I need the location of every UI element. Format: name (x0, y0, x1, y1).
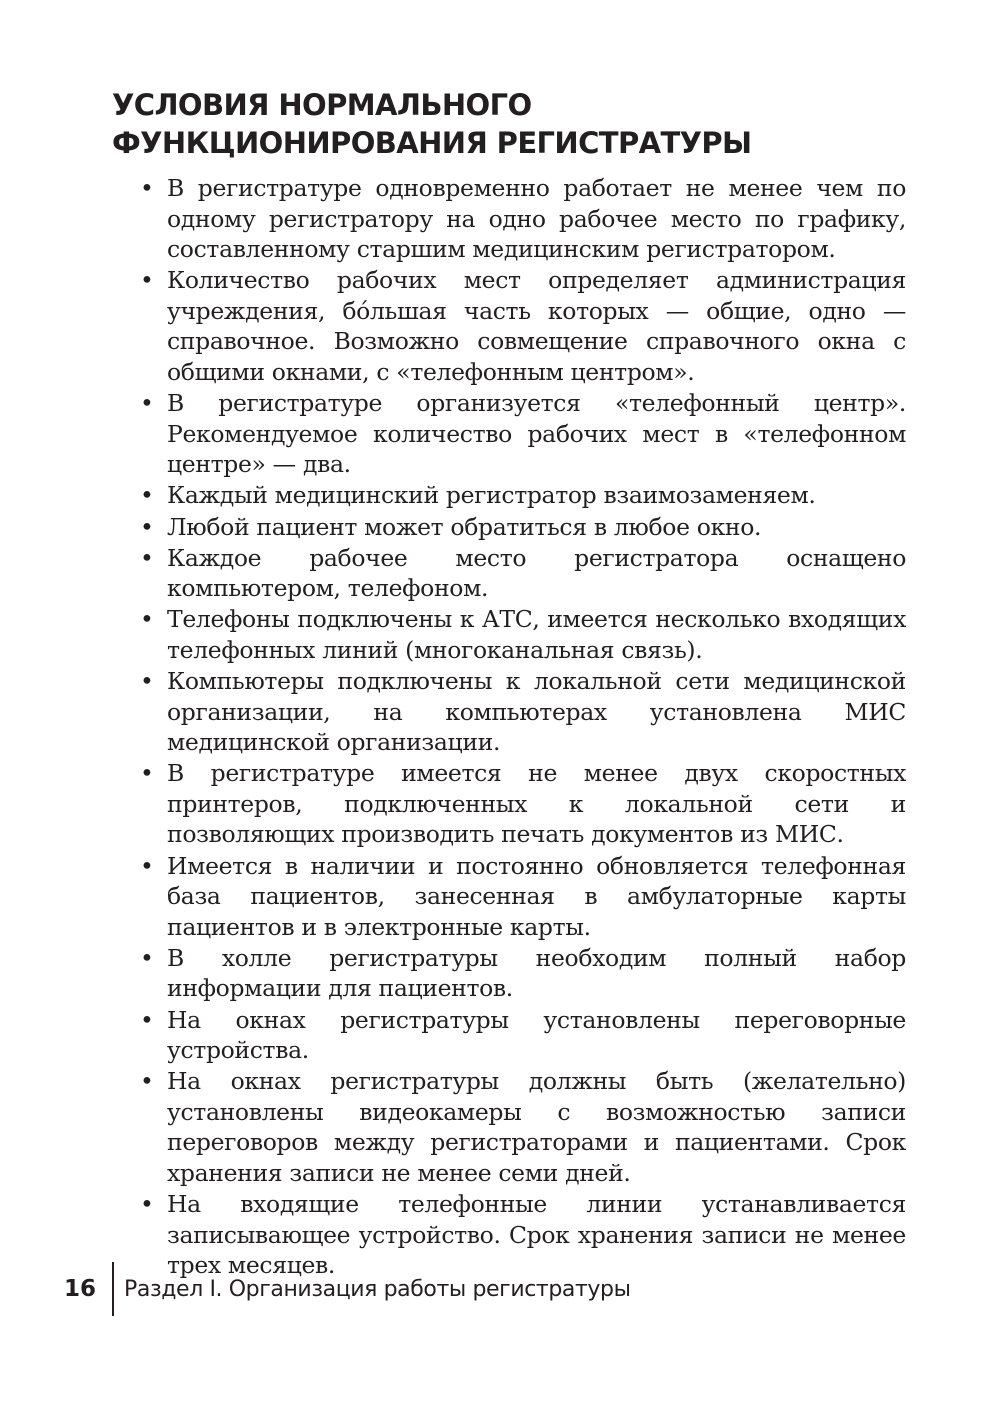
list-item-text: Имеется в наличии и постоянно обновляется телефонная база пациентов, занесенная в амбулаторные карты пациентов и в электронные карты. (167, 851, 906, 941)
list-item (140, 604, 906, 665)
bullet-icon: • (140, 1067, 154, 1096)
list-item-text: В регистратуре имеется не менее двух скоростных принтеров, подключенных к локальной сети и позволяющих производить печать документов из МИС. (167, 759, 906, 849)
footer-divider (112, 1262, 114, 1316)
list-item (140, 512, 906, 543)
bullet-icon: • (140, 759, 154, 788)
list-item-text: Телефоны подключены к АТС, имеется несколько входящих телефонных линий (многоканальная связь). (167, 605, 906, 664)
bullet-icon: • (140, 667, 154, 695)
bullet-icon: • (140, 851, 154, 880)
list-item-text: Каждый медицинский регистратор взаимозаменяем. (167, 481, 816, 510)
list-item (140, 1066, 906, 1188)
bullet-icon: • (140, 512, 154, 541)
list-item (140, 388, 906, 480)
page-number: 16 (64, 1276, 97, 1302)
list-item-text: В регистратуре организуется «телефонный центр». Рекомендуемое количество рабочих мест в «телефонном центре» — два. (167, 389, 906, 479)
list-item (140, 666, 906, 758)
list-item-text: Количество рабочих мест определяет администрация учреждения, бо́льшая часть которых — общие, одно — справочное. Возможно совмещение справочного окна с общими окнами, с «телефонным центром». (167, 266, 906, 387)
bullet-icon: • (140, 943, 154, 972)
list-item (140, 1005, 906, 1066)
bullet-icon: • (140, 543, 154, 572)
page-title: УСЛОВИЯ НОРМАЛЬНОГО ФУНКЦИОНИРОВАНИЯ РЕГИСТРАТУРЫ (112, 88, 752, 160)
bullet-icon: • (140, 266, 154, 295)
running-head: Раздел I. Организация работы регистратуры (124, 1276, 631, 1302)
page-footer (64, 1262, 631, 1316)
list-item-text: Любой пациент может обратиться в любое окно. (167, 512, 762, 541)
list-item (140, 851, 906, 943)
list-item-text: На входящие телефонные линии устанавливается записывающее устройство. Срок хранения записи не менее трех месяцев. (167, 1190, 906, 1280)
list-item (140, 480, 906, 511)
list-item-text: На окнах регистратуры должны быть (желательно) установлены видеокамеры с возможностью записи переговоров между регистраторами и пациентами. Срок хранения записи не менее семи дней. (167, 1067, 906, 1187)
bullet-icon: • (140, 605, 154, 634)
list-item-text: На окнах регистратуры установлены переговорные устройства. (167, 1005, 906, 1065)
list-item (140, 943, 906, 1004)
list-item (140, 543, 906, 604)
list-item-text: Каждое рабочее место регистратора оснащено компьютером, телефоном. (167, 543, 906, 603)
list-item (140, 758, 906, 850)
list-item-text: Компьютеры подключены к локальной сети медицинской организации, на компьютерах установлена МИС медицинской организации. (167, 667, 906, 757)
bullet-list (140, 173, 906, 1281)
bullet-icon: • (140, 174, 154, 202)
bullet-icon: • (140, 481, 154, 510)
list-item (140, 265, 906, 387)
list-item-text: В холле регистратуры необходим полный набор информации для пациентов. (167, 943, 906, 1003)
list-item (140, 173, 906, 265)
bullet-icon: • (140, 1190, 154, 1219)
bullet-icon: • (140, 389, 154, 418)
bullet-icon: • (140, 1005, 154, 1034)
list-item-text: В регистратуре одновременно работает не менее чем по одному регистратору на одно рабочее место по графику, составленному старшим медицинским регистратором. (167, 174, 906, 264)
